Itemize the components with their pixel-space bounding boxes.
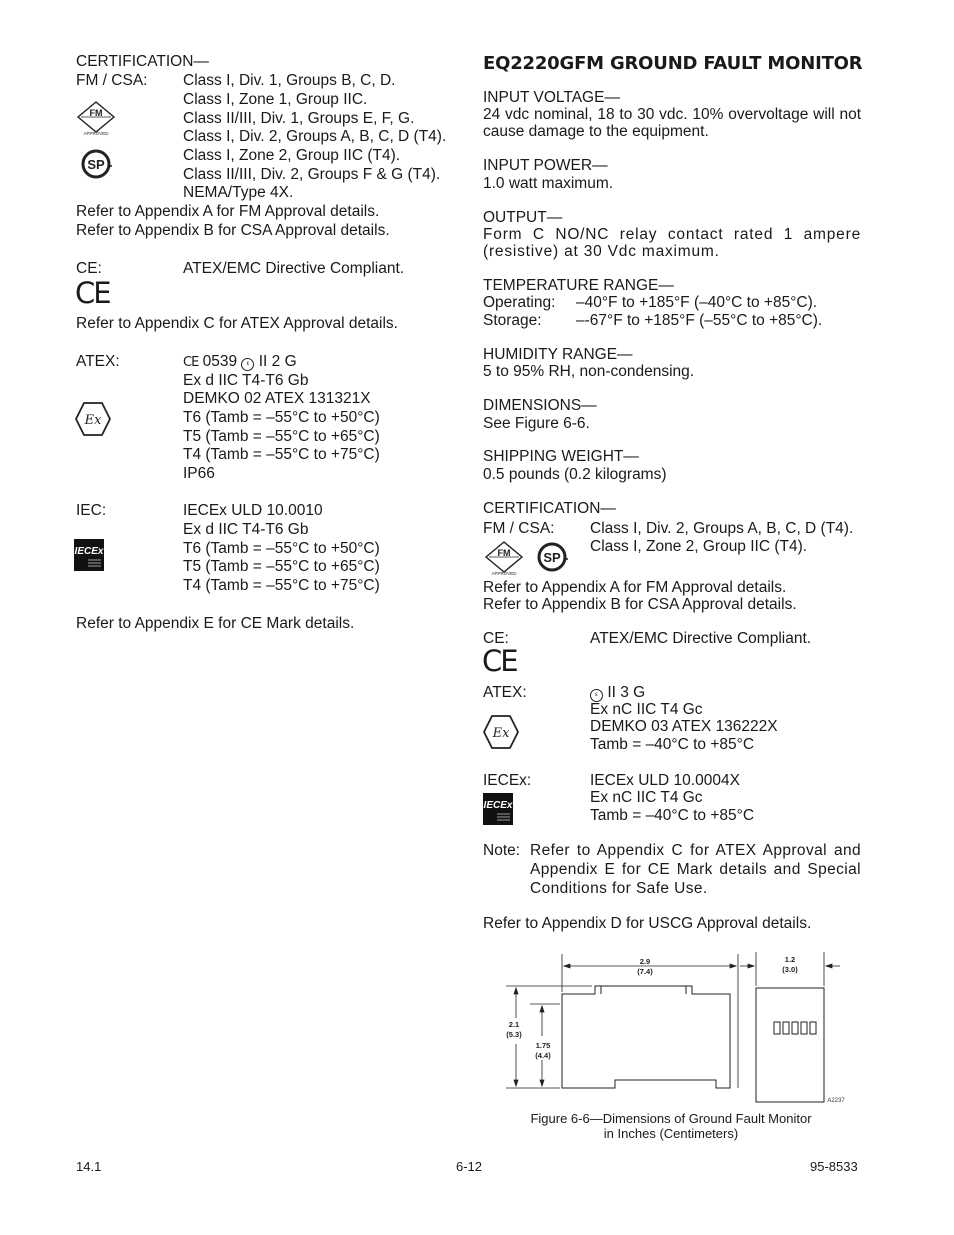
temperature-heading: TEMPERATURE RANGE— bbox=[483, 277, 674, 294]
right-ref-fm: Refer to Appendix A for FM Approval details. bbox=[483, 579, 787, 596]
inner-height-inches-label: 1.75 bbox=[535, 1041, 551, 1050]
left-cert-heading: CERTIFICATION— bbox=[76, 53, 209, 70]
ref-uscg: Refer to Appendix D for USCG Approval details. bbox=[483, 915, 812, 932]
output-text: Form C NO/NC relay contact rated 1 ampere (resistive) at 30 Vdc maximum. bbox=[483, 226, 861, 260]
height-cm-label: (5.3) bbox=[506, 1030, 522, 1039]
right-fmcsa-line: Class I, Zone 2, Group IIC (T4). bbox=[590, 538, 808, 555]
left-fmcsa-line: Class II/III, Div. 2, Groups F & G (T4). bbox=[183, 166, 441, 183]
svg-text:Ex: Ex bbox=[492, 726, 510, 741]
left-ref-csa: Refer to Appendix B for CSA Approval details. bbox=[76, 222, 390, 239]
temp-storage-value: –-67°F to +185°F (–55°C to +85°C). bbox=[576, 312, 823, 329]
left-ref-fm: Refer to Appendix A for FM Approval details. bbox=[76, 203, 380, 220]
iecex-logo-icon bbox=[74, 539, 104, 571]
left-fmcsa-line: Class II/III, Div. 1, Groups E, F, G. bbox=[183, 110, 415, 127]
humidity-heading: HUMIDITY RANGE— bbox=[483, 346, 633, 363]
weight-heading: SHIPPING WEIGHT— bbox=[483, 448, 639, 465]
right-iecex-line: Ex nC IIC T4 Gc bbox=[590, 789, 703, 806]
right-fmcsa-label: FM / CSA: bbox=[483, 520, 555, 537]
note-label: Note: bbox=[483, 842, 521, 859]
inner-height-cm-label: (4.4) bbox=[535, 1051, 551, 1060]
left-fmcsa-label: FM / CSA: bbox=[76, 72, 148, 89]
temp-operating-value: –40°F to +185°F (–40°C to +85°C). bbox=[576, 294, 818, 311]
left-atex-line: T5 (Tamb = –55°C to +65°C) bbox=[183, 428, 380, 445]
ce-mark-icon: CE bbox=[482, 644, 517, 678]
figure-caption-line1: Figure 6-6—Dimensions of Ground Fault Monitor bbox=[530, 1111, 812, 1126]
right-atex-line: Ex nC IIC T4 Gc bbox=[590, 701, 703, 718]
right-ref-csa: Refer to Appendix B for CSA Approval details. bbox=[483, 596, 797, 613]
csa-logo-icon bbox=[537, 541, 569, 573]
svg-text:FM: FM bbox=[497, 548, 511, 558]
right-atex-line: Tamb = –40°C to +85°C bbox=[590, 736, 755, 753]
temp-storage-label: Storage: bbox=[483, 312, 542, 329]
right-atex-line: DEMKO 03 ATEX 136222X bbox=[590, 718, 778, 735]
left-atex-notified-body: 0539 bbox=[202, 353, 238, 370]
width-cm-label: (7.4) bbox=[637, 967, 653, 976]
footer-revision: 14.1 bbox=[76, 1159, 102, 1174]
svg-text:SP: SP bbox=[87, 157, 105, 172]
fm-approved-logo-icon bbox=[484, 540, 524, 578]
depth-inches-label: 1.2 bbox=[784, 955, 796, 964]
ce-mark-icon: CE bbox=[75, 276, 110, 310]
left-ref-atex: Refer to Appendix C for ATEX Approval details. bbox=[76, 315, 398, 332]
note-text: Refer to Appendix C for ATEX Approval and Appendix E for CE Mark details and Special Conditions for Safe Use. bbox=[530, 842, 861, 897]
left-iec-line: IECEx ULD 10.0010 bbox=[183, 502, 323, 519]
left-iec-line: T6 (Tamb = –55°C to +50°C) bbox=[183, 540, 380, 557]
svg-text:IECEx: IECEx bbox=[483, 800, 513, 811]
ex-small-icon: ε bbox=[241, 358, 254, 371]
right-ce-text: ATEX/EMC Directive Compliant. bbox=[590, 630, 812, 647]
svg-text:FM: FM bbox=[89, 108, 103, 118]
svg-text:APPROVED: APPROVED bbox=[83, 131, 109, 136]
ce-small-icon: CE bbox=[183, 355, 199, 370]
left-fmcsa-line: Class I, Zone 1, Group IIC. bbox=[183, 91, 368, 108]
atex-ex-logo-icon bbox=[482, 714, 520, 750]
left-ce-label: CE: bbox=[76, 260, 102, 277]
humidity-text: 5 to 95% RH, non-condensing. bbox=[483, 363, 695, 380]
left-atex-line: DEMKO 02 ATEX 131321X bbox=[183, 390, 371, 407]
input-voltage-text: 24 vdc nominal, 18 to 30 vdc. 10% overvoltage will not cause damage to the equipment. bbox=[483, 106, 861, 140]
product-title: EQ2220GFM GROUND FAULT MONITOR bbox=[483, 53, 863, 74]
ex-small-icon: ε bbox=[590, 689, 603, 702]
left-atex-line: Ex d IIC T4-T6 Gb bbox=[183, 372, 309, 389]
input-power-heading: INPUT POWER— bbox=[483, 157, 608, 174]
left-iec-line: T4 (Tamb = –55°C to +75°C) bbox=[183, 577, 380, 594]
right-atex-label: ATEX: bbox=[483, 684, 527, 701]
module-side-view bbox=[562, 986, 730, 1088]
dimensions-heading: DIMENSIONS— bbox=[483, 397, 597, 414]
temp-operating-label: Operating: bbox=[483, 294, 556, 311]
drawing-code: A2237 bbox=[827, 1098, 845, 1104]
dimensions-text: See Figure 6-6. bbox=[483, 415, 590, 432]
weight-text: 0.5 pounds (0.2 kilograms) bbox=[483, 466, 667, 483]
left-atex-line: T4 (Tamb = –55°C to +75°C) bbox=[183, 446, 380, 463]
footer-page-number: 6-12 bbox=[456, 1159, 483, 1174]
svg-text:IECEx: IECEx bbox=[74, 546, 104, 557]
right-ce-label: CE: bbox=[483, 630, 509, 647]
left-atex-line: T6 (Tamb = –55°C to +50°C) bbox=[183, 409, 380, 426]
output-heading: OUTPUT— bbox=[483, 209, 563, 226]
left-atex-line: IP66 bbox=[183, 465, 215, 482]
left-iec-label: IEC: bbox=[76, 502, 107, 519]
figure-caption-line2: in Inches (Centimeters) bbox=[603, 1126, 739, 1141]
atex-ex-logo-icon bbox=[74, 401, 112, 437]
left-atex-first-line bbox=[183, 352, 297, 372]
svg-text:APPROVED: APPROVED bbox=[491, 571, 517, 576]
right-cert-heading: CERTIFICATION— bbox=[483, 500, 616, 517]
left-iec-line: T5 (Tamb = –55°C to +65°C) bbox=[183, 558, 380, 575]
left-fmcsa-line: Class I, Div. 2, Groups A, B, C, D (T4). bbox=[183, 128, 447, 145]
depth-cm-label: (3.0) bbox=[782, 965, 798, 974]
svg-text:SP: SP bbox=[543, 550, 561, 565]
dimension-drawing bbox=[500, 948, 860, 1108]
left-fmcsa-line: NEMA/Type 4X. bbox=[183, 184, 294, 201]
left-atex-label: ATEX: bbox=[76, 353, 120, 370]
right-iecex-label: IECEx: bbox=[483, 772, 532, 789]
svg-text:Ex: Ex bbox=[84, 413, 102, 428]
right-iecex-line: IECEx ULD 10.0004X bbox=[590, 772, 740, 789]
left-ref-ce: Refer to Appendix E for CE Mark details. bbox=[76, 615, 355, 632]
left-iec-line: Ex d IIC T4-T6 Gb bbox=[183, 521, 309, 538]
left-fmcsa-line: Class I, Zone 2, Group IIC (T4). bbox=[183, 147, 401, 164]
left-fmcsa-line: Class I, Div. 1, Groups B, C, D. bbox=[183, 72, 396, 89]
left-ce-text: ATEX/EMC Directive Compliant. bbox=[183, 260, 405, 277]
fm-approved-logo-icon bbox=[76, 100, 116, 138]
module-front-view bbox=[756, 988, 824, 1102]
width-inches-label: 2.9 bbox=[639, 957, 651, 966]
input-power-text: 1.0 watt maximum. bbox=[483, 175, 614, 192]
right-fmcsa-line: Class I, Div. 2, Groups A, B, C, D (T4). bbox=[590, 520, 854, 537]
left-atex-group: II 2 G bbox=[258, 353, 297, 370]
input-voltage-heading: INPUT VOLTAGE— bbox=[483, 89, 620, 106]
right-iecex-line: Tamb = –40°C to +85°C bbox=[590, 807, 755, 824]
right-atex-group: II 3 G bbox=[607, 684, 646, 701]
csa-logo-icon bbox=[81, 148, 113, 180]
footer-document-number: 95-8533 bbox=[810, 1159, 858, 1174]
iecex-logo-icon bbox=[483, 793, 513, 825]
height-inches-label: 2.1 bbox=[508, 1020, 520, 1029]
